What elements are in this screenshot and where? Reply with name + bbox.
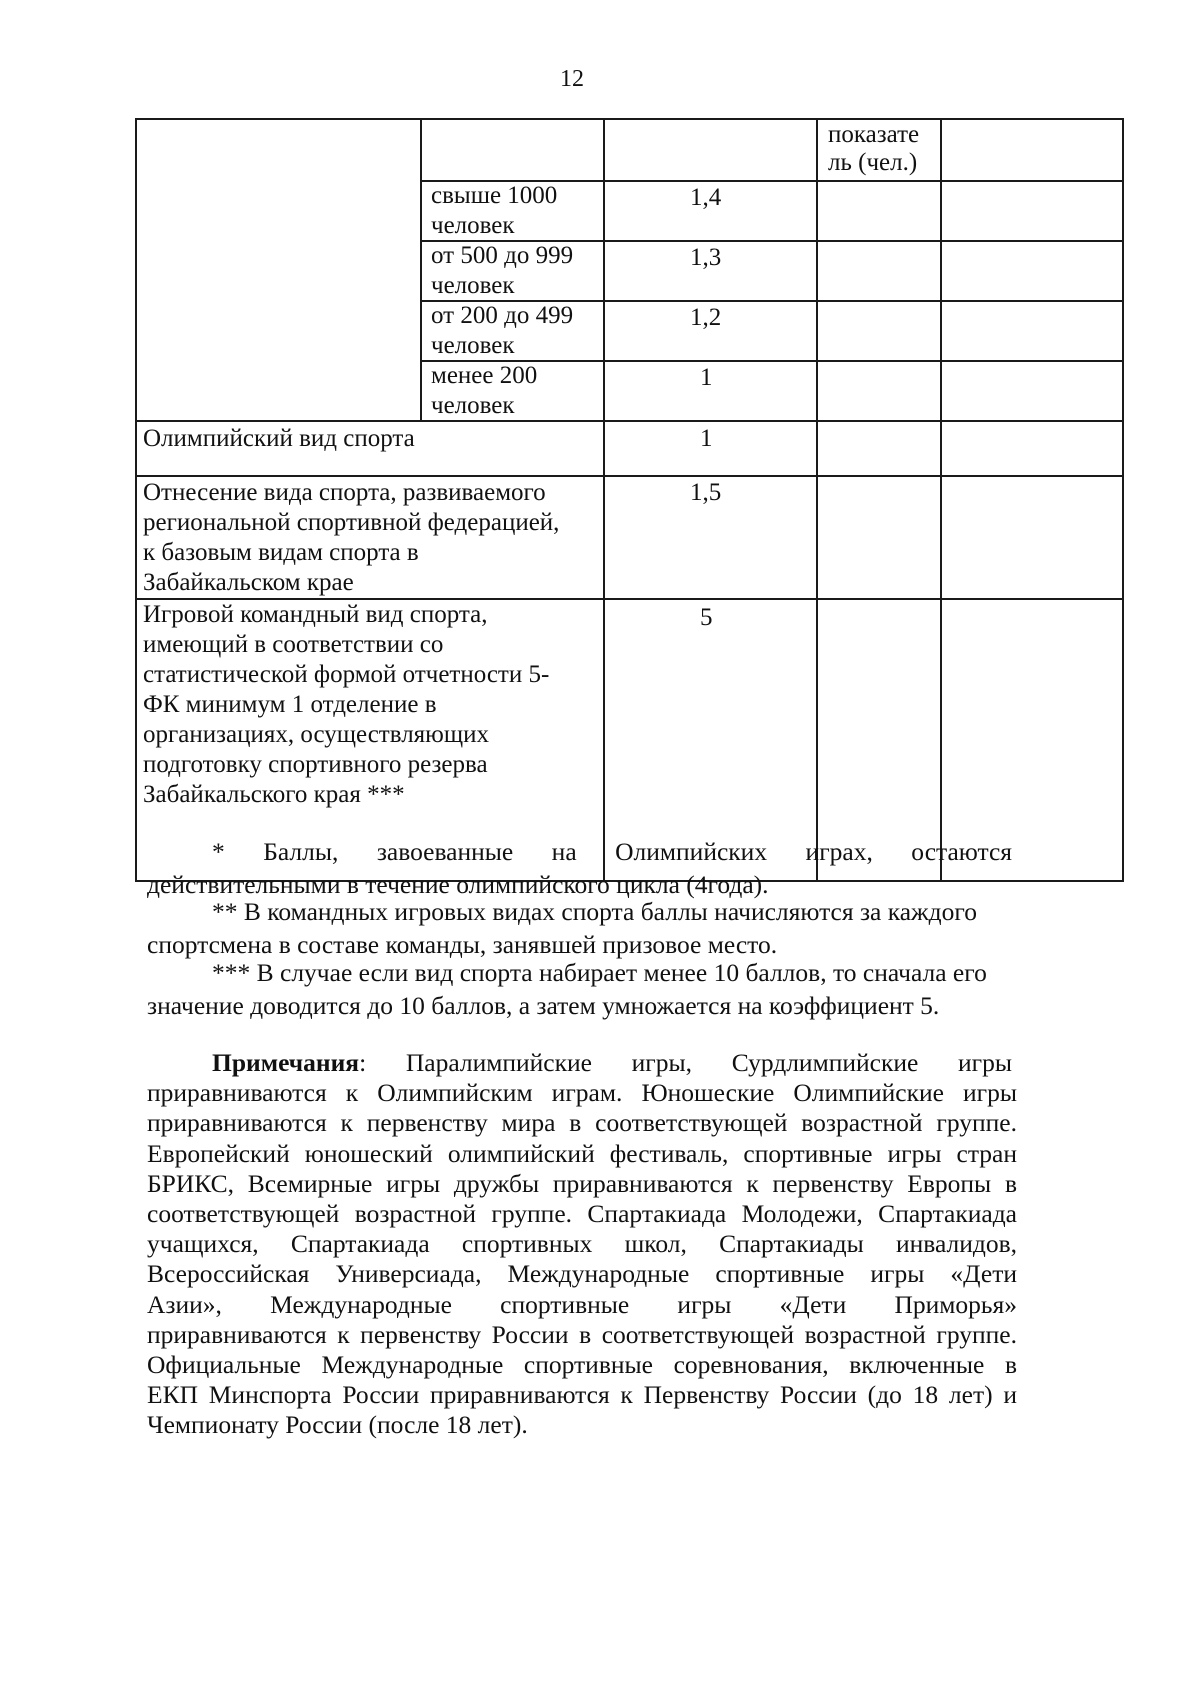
- notes-line: : Паралимпийские игры, Сурдлимпийские игры: [359, 1048, 1012, 1077]
- page-number: 12: [560, 66, 584, 92]
- notes-first-line: [212, 1046, 1012, 1079]
- notes-line: приравниваются к первенству мира в соответствующей возрастной группе.: [147, 1108, 1017, 1138]
- criterion-line: ФК минимум 1 отделение в: [143, 691, 437, 718]
- criterion-line: свыше 1000: [431, 182, 558, 209]
- criterion-line: Отнесение вида спорта, развиваемого: [143, 479, 546, 506]
- criterion-line: человек: [431, 272, 515, 299]
- coefficient-value: 1,4: [690, 184, 722, 211]
- criterion-line: человек: [431, 392, 515, 419]
- header-cell-line: показате: [828, 121, 920, 148]
- notes-line: Всероссийская Универсиада, Международные спортивные игры «Дети: [147, 1259, 1017, 1289]
- coefficient-value: 1,5: [690, 479, 722, 506]
- notes-line: БРИКС, Всемирные игры дружбы приравниваются к первенству Европы в: [147, 1168, 1017, 1198]
- notes-heading: Примечания: [212, 1048, 360, 1077]
- criterion-line: региональной спортивной федерацией,: [143, 509, 560, 536]
- footnote-line: значение доводится до 10 баллов, а затем умножается на коэффициент 5.: [147, 991, 940, 1020]
- notes-line: соответствующей возрастной группе. Спартакиада Молодежи, Спартакиада: [147, 1199, 1017, 1228]
- notes-line: Азии», Международные спортивные игры «Дети Приморья»: [147, 1289, 1017, 1319]
- table-rule: [1122, 118, 1124, 882]
- table-rule: [420, 118, 422, 421]
- table-rule: [816, 118, 818, 882]
- criterion-line: менее 200: [431, 362, 538, 389]
- footnote-line: ** В командных игровых видах спорта баллы начисляются за каждого: [212, 897, 977, 926]
- header-cell-line: ль (чел.): [828, 149, 918, 176]
- notes-line: Чемпионату России (после 18 лет).: [147, 1410, 528, 1440]
- coefficient-value: 1: [700, 364, 713, 391]
- footnote-line: * Баллы, завоеванные на Олимпийских играх, остаются: [212, 837, 1012, 866]
- criterion-line: Забайкальском крае: [143, 569, 354, 596]
- criterion-line: Забайкальского края ***: [143, 781, 405, 808]
- coefficient-value: 1,3: [690, 244, 722, 271]
- coefficient-table: [135, 118, 1123, 881]
- criterion-line: от 500 до 999: [431, 242, 574, 269]
- notes-line: Официальные Международные спортивные соревнования, включенные в: [147, 1350, 1017, 1379]
- footnote-line: действительными в течение олимпийского цикла (4года).: [147, 870, 769, 899]
- table-rule: [603, 118, 605, 882]
- criterion-line: к базовым видам спорта в: [143, 539, 419, 566]
- table-rule: [940, 118, 942, 882]
- notes-line: ЕКП Минспорта России приравниваются к Первенству России (до 18 лет) и: [147, 1380, 1017, 1410]
- table-rule: [135, 118, 1123, 120]
- criterion-line: человек: [431, 332, 515, 359]
- criterion-line: Олимпийский вид спорта: [143, 425, 415, 452]
- criterion-line: от 200 до 499: [431, 302, 574, 329]
- criterion-line: человек: [431, 212, 515, 239]
- coefficient-value: 5: [700, 604, 713, 631]
- notes-line: приравниваются к Олимпийским играм. Юношеские Олимпийские игры: [147, 1078, 1017, 1108]
- notes-line: приравниваются к первенству России в соответствующей возрастной группе.: [147, 1319, 1017, 1349]
- criterion-line: Игровой командный вид спорта,: [143, 601, 488, 628]
- criterion-line: статистической формой отчетности 5-: [143, 661, 550, 688]
- coefficient-value: 1: [700, 425, 713, 452]
- notes-line: Европейский юношеский олимпийский фестиваль, спортивные игры стран: [147, 1138, 1017, 1168]
- criterion-line: подготовку спортивного резерва: [143, 751, 488, 778]
- footnote-line: *** В случае если вид спорта набирает менее 10 баллов, то сначала его: [212, 958, 987, 987]
- footnote-line: спортсмена в составе команды, занявшей призовое место.: [147, 930, 778, 959]
- notes-line: учащихся, Спартакиада спортивных школ, Спартакиады инвалидов,: [147, 1229, 1017, 1259]
- criterion-line: имеющий в соответствии со: [143, 631, 444, 658]
- coefficient-value: 1,2: [690, 304, 722, 331]
- criterion-line: организациях, осуществляющих: [143, 721, 489, 748]
- table-rule: [135, 118, 137, 882]
